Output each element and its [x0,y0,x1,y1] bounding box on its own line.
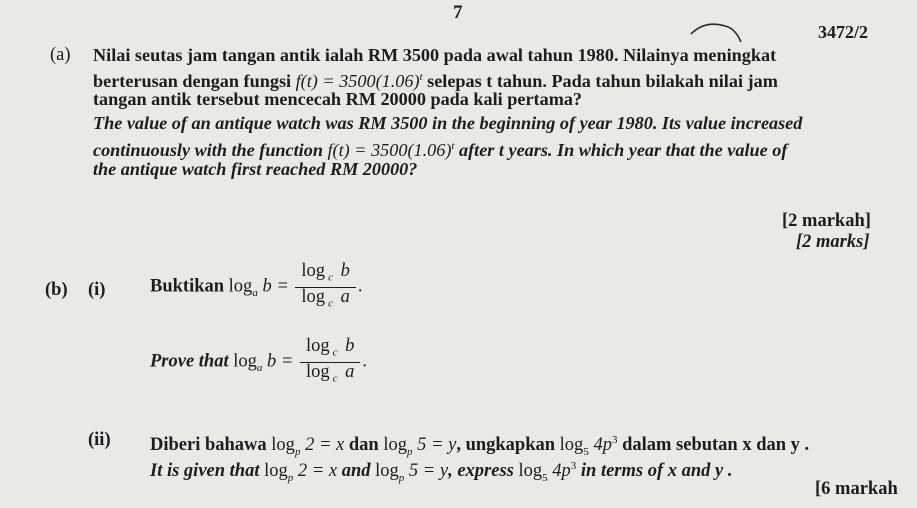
part-b-i-label: (i) [88,280,106,300]
part-b-ii-label: (ii) [88,430,111,450]
part-a-malay-line2: berterusan dengan fungsi $f(t) = 3500(1.06)^t$ selepas t tahun. Pada tahun bilakah nilai jam [93,71,778,92]
part-a-malay-line1: Nilai seutas jam tangan antik ialah RM 3500 pada awal tahun 1980. Nilainya meningkat [93,45,777,65]
part-b-label: (b) [45,280,68,300]
part-b-i-malay: Buktikan $\log_a b$ = $\frac{\log _c b}{\log _c a}$ . [150,262,362,312]
log-fraction-english: $\frac{\log _c b}{\log _c a}$ [300,337,360,387]
part-b-ii-malay: Diberi bahawa $\log_p 2 = x$ dan $\log_p 5 = y$, ungkapkan $\log_5 4p^3$ dalam sebutan x dan y . [150,434,810,458]
part-a-english-line3: the antique watch first reached RM 20000? [93,159,418,179]
part-a-english-line2: continuously with the function $f(t) = 3500(1.06)^t$ after t years. In which year that the value of [93,140,788,161]
marks-malay-b: [6 markah [815,479,898,499]
marks-malay-a: [2 markah] [782,211,871,231]
part-b-ii-english: It is given that $\log_p 2 = x$ and $\log_p 5 = y$, express $\log_5 4p^3$ in terms of x and y . [150,460,733,484]
paper-code: 3472/2 [818,22,869,42]
part-b-i-english: Prove that $\log_a b$ = $\frac{\log _c b}{\log _c a}$ . [150,337,367,387]
english-function: f(t) = 3500(1.06) [327,140,452,161]
part-a-english-line1: The value of an antique watch was RM 3500 in the beginning of year 1980. Its value increased [93,113,803,133]
log-fraction-malay: $\frac{\log _c b}{\log _c a}$ [295,262,355,312]
page-number: 7 [453,2,463,23]
part-a-label: (a) [50,45,71,65]
malay-function: f(t) = 3500(1.06) [295,71,420,92]
part-a-malay-line3: tangan antik tersebut mencecah RM 20000 pada kali pertama? [93,89,583,109]
marks-english-a: [2 marks] [796,232,870,252]
